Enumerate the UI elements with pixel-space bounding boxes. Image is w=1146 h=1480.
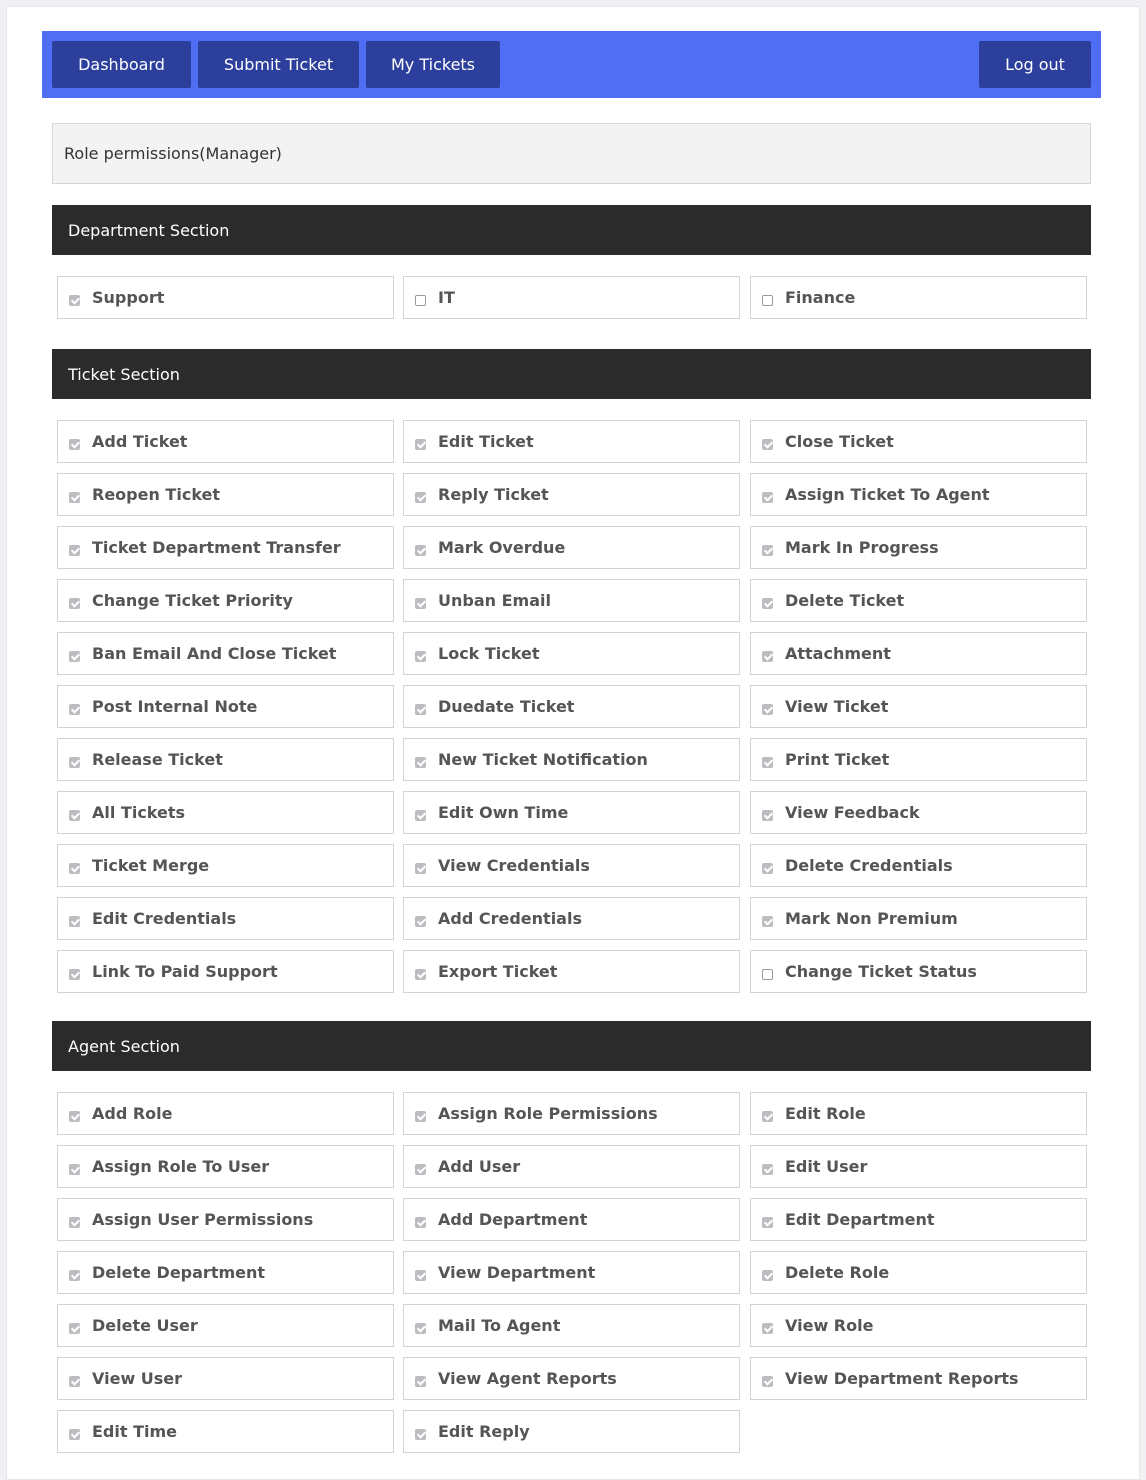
permission-label: Close Ticket <box>785 432 894 451</box>
checkbox-checked-icon[interactable] <box>415 704 426 715</box>
permission-item[interactable] <box>403 1357 740 1400</box>
checkbox-checked-icon[interactable] <box>415 439 426 450</box>
permission-label: View Credentials <box>438 856 590 875</box>
checkbox-checked-icon[interactable] <box>415 492 426 503</box>
checkbox-checked-icon[interactable] <box>415 545 426 556</box>
checkbox-checked-icon[interactable] <box>762 1323 773 1334</box>
checkbox-unchecked-icon[interactable] <box>415 295 426 306</box>
checkbox-checked-icon[interactable] <box>415 1429 426 1440</box>
permission-label: IT <box>438 288 455 307</box>
permission-label: Print Ticket <box>785 750 890 769</box>
checkbox-unchecked-icon[interactable] <box>762 969 773 980</box>
permission-label: Reply Ticket <box>438 485 549 504</box>
permission-label: Delete User <box>92 1316 198 1335</box>
permission-label: View User <box>92 1369 183 1388</box>
checkbox-checked-icon[interactable] <box>69 863 80 874</box>
permission-item[interactable] <box>403 1092 740 1135</box>
checkbox-checked-icon[interactable] <box>762 651 773 662</box>
permission-item[interactable] <box>57 897 394 940</box>
permission-item[interactable] <box>403 420 740 463</box>
permission-item[interactable] <box>403 276 740 319</box>
permission-item[interactable] <box>750 276 1087 319</box>
permission-label: Edit Credentials <box>92 909 237 928</box>
section-header: Ticket Section <box>52 349 1091 399</box>
page-title: Role permissions(Manager) <box>52 123 1091 184</box>
permission-label: View Agent Reports <box>438 1369 617 1388</box>
checkbox-checked-icon[interactable] <box>762 1164 773 1175</box>
checkbox-checked-icon[interactable] <box>762 439 773 450</box>
permission-item[interactable] <box>750 420 1087 463</box>
permission-item[interactable] <box>750 1145 1087 1188</box>
permission-label: Delete Role <box>785 1263 890 1282</box>
permission-label: Assign Role To User <box>92 1157 270 1176</box>
permission-item[interactable] <box>57 791 394 834</box>
permission-label: Add Department <box>438 1210 588 1229</box>
permission-item[interactable] <box>57 1145 394 1188</box>
permission-label: All Tickets <box>92 803 186 822</box>
checkbox-checked-icon[interactable] <box>69 1323 80 1334</box>
checkbox-checked-icon[interactable] <box>69 810 80 821</box>
checkbox-checked-icon[interactable] <box>762 916 773 927</box>
permission-item[interactable] <box>403 897 740 940</box>
permission-item[interactable] <box>750 1251 1087 1294</box>
permission-label: Mark Non Premium <box>785 909 958 928</box>
permission-label: Attachment <box>785 644 891 663</box>
checkbox-checked-icon[interactable] <box>762 1111 773 1122</box>
checkbox-checked-icon[interactable] <box>415 1164 426 1175</box>
checkbox-checked-icon[interactable] <box>415 598 426 609</box>
my-tickets-button[interactable]: My Tickets <box>366 41 500 88</box>
permission-label: Reopen Ticket <box>92 485 221 504</box>
permission-item[interactable] <box>403 473 740 516</box>
permission-label: Release Ticket <box>92 750 223 769</box>
checkbox-checked-icon[interactable] <box>69 545 80 556</box>
permission-label: Assign Role Permissions <box>438 1104 658 1123</box>
permission-label: Export Ticket <box>438 962 558 981</box>
permission-item[interactable] <box>403 791 740 834</box>
top-navbar <box>42 31 1101 98</box>
checkbox-checked-icon[interactable] <box>762 1217 773 1228</box>
checkbox-checked-icon[interactable] <box>69 492 80 503</box>
checkbox-checked-icon[interactable] <box>415 1217 426 1228</box>
permission-label: New Ticket Notification <box>438 750 648 769</box>
checkbox-checked-icon[interactable] <box>415 651 426 662</box>
permission-label: Unban Email <box>438 591 551 610</box>
permission-item[interactable] <box>750 791 1087 834</box>
permission-item[interactable] <box>57 632 394 675</box>
checkbox-checked-icon[interactable] <box>762 545 773 556</box>
checkbox-checked-icon[interactable] <box>415 916 426 927</box>
permission-item[interactable] <box>403 738 740 781</box>
permission-label: View Department Reports <box>785 1369 1019 1388</box>
permission-item[interactable] <box>403 844 740 887</box>
checkbox-checked-icon[interactable] <box>762 863 773 874</box>
permission-item[interactable] <box>57 950 394 993</box>
permission-item[interactable] <box>750 738 1087 781</box>
permission-item[interactable] <box>403 685 740 728</box>
permission-item[interactable] <box>750 632 1087 675</box>
permission-item[interactable] <box>750 1304 1087 1347</box>
checkbox-checked-icon[interactable] <box>69 916 80 927</box>
permission-label: Edit Department <box>785 1210 935 1229</box>
permission-label: Add Credentials <box>438 909 582 928</box>
permission-label: Add Role <box>92 1104 173 1123</box>
checkbox-checked-icon[interactable] <box>69 969 80 980</box>
permission-item[interactable] <box>57 526 394 569</box>
permission-label: Delete Credentials <box>785 856 953 875</box>
permission-label: Post Internal Note <box>92 697 258 716</box>
section-header: Agent Section <box>52 1021 1091 1071</box>
checkbox-checked-icon[interactable] <box>69 1164 80 1175</box>
checkbox-checked-icon[interactable] <box>69 1270 80 1281</box>
checkbox-checked-icon[interactable] <box>415 863 426 874</box>
permission-item[interactable] <box>750 526 1087 569</box>
checkbox-checked-icon[interactable] <box>415 1376 426 1387</box>
permission-label: Change Ticket Status <box>785 962 977 981</box>
permission-item[interactable] <box>57 473 394 516</box>
checkbox-checked-icon[interactable] <box>415 757 426 768</box>
checkbox-checked-icon[interactable] <box>762 598 773 609</box>
permission-label: Edit Own Time <box>438 803 569 822</box>
permission-label: Delete Department <box>92 1263 266 1282</box>
submit-ticket-button[interactable]: Submit Ticket <box>198 41 359 88</box>
permission-label: Add Ticket <box>92 432 188 451</box>
permission-label: Edit Reply <box>438 1422 530 1441</box>
permission-item[interactable] <box>403 1251 740 1294</box>
permission-item[interactable] <box>403 579 740 622</box>
checkbox-checked-icon[interactable] <box>762 704 773 715</box>
permission-label: Edit User <box>785 1157 868 1176</box>
permission-label: Link To Paid Support <box>92 962 278 981</box>
permission-label: Ticket Department Transfer <box>92 538 341 557</box>
permission-label: Assign Ticket To Agent <box>785 485 990 504</box>
permission-label: View Feedback <box>785 803 920 822</box>
checkbox-checked-icon[interactable] <box>762 1376 773 1387</box>
logout-button[interactable]: Log out <box>979 41 1091 88</box>
checkbox-checked-icon[interactable] <box>762 757 773 768</box>
permission-item[interactable] <box>403 1410 740 1453</box>
checkbox-checked-icon[interactable] <box>762 1270 773 1281</box>
permission-item[interactable] <box>750 844 1087 887</box>
checkbox-checked-icon[interactable] <box>415 1111 426 1122</box>
dashboard-button[interactable]: Dashboard <box>52 41 191 88</box>
permission-item[interactable] <box>57 1198 394 1241</box>
permission-item[interactable] <box>750 473 1087 516</box>
permission-item[interactable] <box>403 632 740 675</box>
permission-label: Ticket Merge <box>92 856 210 875</box>
permission-item[interactable] <box>403 1198 740 1241</box>
checkbox-checked-icon[interactable] <box>69 1217 80 1228</box>
checkbox-checked-icon[interactable] <box>415 810 426 821</box>
permission-item[interactable] <box>57 276 394 319</box>
permission-label: Change Ticket Priority <box>92 591 293 610</box>
permission-label: Duedate Ticket <box>438 697 575 716</box>
permission-item[interactable] <box>57 579 394 622</box>
permission-item[interactable] <box>57 1410 394 1453</box>
permission-item[interactable] <box>57 1357 394 1400</box>
checkbox-checked-icon[interactable] <box>69 439 80 450</box>
page-container <box>6 6 1140 1480</box>
checkbox-checked-icon[interactable] <box>69 651 80 662</box>
checkbox-checked-icon[interactable] <box>69 1429 80 1440</box>
permission-label: Add User <box>438 1157 521 1176</box>
permission-label: Lock Ticket <box>438 644 540 663</box>
permission-item[interactable] <box>57 685 394 728</box>
permission-label: Mark In Progress <box>785 538 939 557</box>
permission-item[interactable] <box>403 1304 740 1347</box>
checkbox-checked-icon[interactable] <box>69 1111 80 1122</box>
checkbox-checked-icon[interactable] <box>762 810 773 821</box>
permission-item[interactable] <box>750 950 1087 993</box>
checkbox-checked-icon[interactable] <box>415 1323 426 1334</box>
permission-item[interactable] <box>57 738 394 781</box>
checkbox-checked-icon[interactable] <box>69 757 80 768</box>
checkbox-checked-icon[interactable] <box>69 1376 80 1387</box>
permission-item[interactable] <box>750 1092 1087 1135</box>
permission-item[interactable] <box>403 526 740 569</box>
permission-item[interactable] <box>57 844 394 887</box>
permission-label: Edit Ticket <box>438 432 534 451</box>
permission-label: Edit Time <box>92 1422 178 1441</box>
permission-item[interactable] <box>57 1251 394 1294</box>
checkbox-checked-icon[interactable] <box>69 704 80 715</box>
checkbox-unchecked-icon[interactable] <box>762 295 773 306</box>
permission-item[interactable] <box>750 897 1087 940</box>
permission-item[interactable] <box>403 950 740 993</box>
checkbox-checked-icon[interactable] <box>69 295 80 306</box>
permission-item[interactable] <box>57 420 394 463</box>
permission-label: Assign User Permissions <box>92 1210 314 1229</box>
permission-label: View Role <box>785 1316 874 1335</box>
permission-label: View Department <box>438 1263 596 1282</box>
section-header: Department Section <box>52 205 1091 255</box>
permission-item[interactable] <box>750 1357 1087 1400</box>
permission-item[interactable] <box>750 1198 1087 1241</box>
permission-label: View Ticket <box>785 697 889 716</box>
permission-item[interactable] <box>57 1304 394 1347</box>
permission-label: Mark Overdue <box>438 538 566 557</box>
checkbox-checked-icon[interactable] <box>415 1270 426 1281</box>
permission-item[interactable] <box>403 1145 740 1188</box>
permission-label: Support <box>92 288 165 307</box>
permission-label: Delete Ticket <box>785 591 905 610</box>
permission-item[interactable] <box>750 579 1087 622</box>
permission-item[interactable] <box>750 685 1087 728</box>
permission-label: Finance <box>785 288 856 307</box>
permission-label: Edit Role <box>785 1104 866 1123</box>
permission-label: Mail To Agent <box>438 1316 561 1335</box>
permission-label: Ban Email And Close Ticket <box>92 644 337 663</box>
permission-item[interactable] <box>57 1092 394 1135</box>
checkbox-checked-icon[interactable] <box>762 492 773 503</box>
checkbox-checked-icon[interactable] <box>69 598 80 609</box>
checkbox-checked-icon[interactable] <box>415 969 426 980</box>
